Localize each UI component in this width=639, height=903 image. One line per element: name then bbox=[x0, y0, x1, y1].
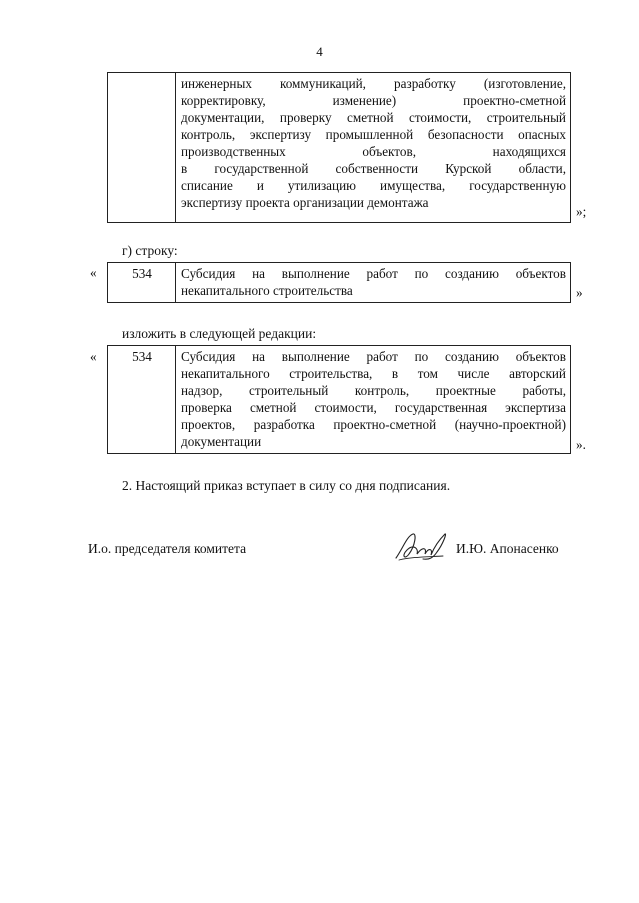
text-line: Субсидия на выполнение работ по созданию объектов bbox=[181, 349, 566, 364]
code-cell: 534 bbox=[108, 263, 176, 303]
code-cell: 534 bbox=[108, 346, 176, 454]
table-row bbox=[108, 73, 571, 223]
description-text bbox=[181, 265, 566, 299]
text-line: проверка сметной стоимости, государственная экспертиза bbox=[181, 400, 566, 415]
close-quote: » bbox=[576, 285, 583, 300]
description-cell bbox=[176, 346, 571, 454]
description-cell bbox=[176, 263, 571, 303]
description-text bbox=[181, 348, 566, 450]
open-quote: « bbox=[90, 349, 97, 364]
text-line: некапитального строительства, в том числе авторский bbox=[181, 366, 566, 381]
text-line: инженерных коммуникаций, разработку (изготовление, bbox=[181, 76, 566, 91]
old-row-table bbox=[107, 262, 571, 303]
page-number: 4 bbox=[316, 44, 323, 59]
text-line: документации bbox=[181, 434, 262, 449]
text-line: Субсидия на выполнение работ по созданию объектов bbox=[181, 266, 566, 281]
text-line: некапитального строительства bbox=[181, 283, 353, 298]
handwritten-signature bbox=[393, 530, 449, 564]
close-quote: ». bbox=[576, 437, 586, 452]
paragraph-2: 2. Настоящий приказ вступает в силу со дня подписания. bbox=[122, 478, 451, 493]
text-line: в государственной собственности Курской области, bbox=[181, 161, 566, 176]
edition-label: изложить в следующей редакции: bbox=[122, 326, 317, 341]
signatory-position: И.о. председателя комитета bbox=[88, 541, 247, 556]
text-line: проектов, разработка проектно-сметной (научно-проектной) bbox=[181, 417, 566, 432]
signatory-name: И.Ю. Апонасенко bbox=[456, 541, 559, 556]
text-line: производственных объектов, находящихся bbox=[181, 144, 566, 159]
table-row bbox=[108, 346, 571, 454]
table-row bbox=[108, 263, 571, 303]
new-row-table bbox=[107, 345, 571, 454]
section-label: г) строку: bbox=[122, 243, 178, 258]
close-quote: »; bbox=[576, 204, 587, 219]
open-quote: « bbox=[90, 265, 97, 280]
text-line: экспертизу проекта организации демонтажа bbox=[181, 195, 429, 210]
continuation-table bbox=[107, 72, 571, 223]
code-cell-empty bbox=[108, 73, 176, 223]
text-line: документации, проверку сметной стоимости, строительный bbox=[181, 110, 566, 125]
text-line: корректировку, изменение) проектно-сметной bbox=[181, 93, 566, 108]
text-line: списание и утилизацию имущества, государственную bbox=[181, 178, 566, 193]
text-line: контроль, экспертизу промышленной безопасности опасных bbox=[181, 127, 566, 142]
text-line: надзор, строительный контроль, проектные работы, bbox=[181, 383, 566, 398]
description-text bbox=[181, 75, 566, 211]
description-cell bbox=[176, 73, 571, 223]
